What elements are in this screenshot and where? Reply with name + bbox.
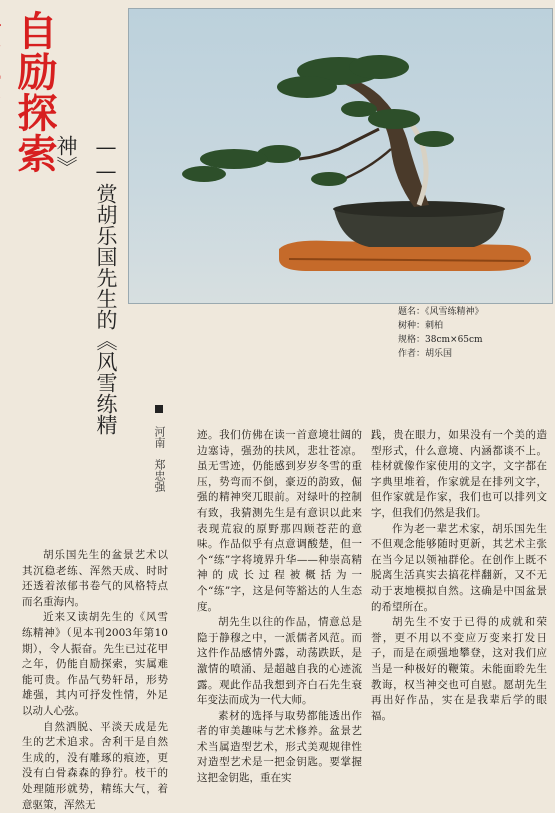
paragraph: 胡先生不安于已得的成就和荣誉，更不用以不变应万变来打发日子，而是在顽强地攀登，这对我们应当是一种极好的鞭策。未能面聆先生教诲，权当神交也可自慰。愿胡先生再出好作品，实在是我辈后学的眼福。	[371, 616, 547, 722]
photo-caption	[398, 305, 548, 361]
title-line-2	[0, 10, 1, 174]
paragraph: 自然洒脱、平淡天成是先生的艺术追求。舍利干是自然生成的，没有雕琢的痕迹，更没有白骨森森的狰狞。枝干的处理随形就势，精练大气，着意驱策，浑然无	[22, 720, 168, 811]
square-bullet-icon	[155, 405, 163, 413]
paragraph: 迹。我们仿佛在读一首意境壮阔的边塞诗，强劲的扶风，悲壮苍凉。虽无雪迹，仍能感到岁岁冬雪的重压，势弯而不倒，豪迈的韵致，倔强的精神突兀眼前。对绿叶的控制有致，我猜测先生是有意识以此来表现荒寂的原野那四顾苍茫的意味。作品似乎有点意调酸楚，但一个“练”字将境界升华——种崇高精神的成长过程被概括为一个“练”字，这是何等豁达的人生态度。	[197, 429, 362, 613]
caption-title: 题名：《风雪练精神》	[398, 307, 484, 317]
text-column-middle	[197, 428, 362, 787]
bonsai-illustration	[129, 9, 552, 303]
title-line-1: 自励探索	[11, 10, 57, 174]
article-title	[6, 10, 62, 405]
paragraph: 践，贵在眼力，如果没有一个美的造型形式，什么意境、内涵都谈不上。桂材就像作家使用的文字，文字都在字典里堆着，作家就是在排列文字，但作家就是作家，我们也可以排列文字，但我们仍然是我们。	[371, 429, 547, 519]
caption-tree: 树种：刺柏	[398, 321, 444, 331]
article-author	[136, 405, 166, 525]
text-column-right	[371, 428, 547, 724]
paragraph: 胡先生以往的作品，情意总是隐于静穆之中，一派儒者风范。而这件作品感情外露，动荡跌跃，是激情的喷涌、是超越自我的心迹流露。观此作品我想到齐白石先生衰年变法而成为一代大师。	[197, 616, 362, 707]
article-subtitle: ——赏胡乐国先生的《风雪练精神》	[54, 135, 118, 435]
caption-author: 作者：胡乐国	[398, 349, 453, 359]
paragraph: 近来又读胡先生的《风雪练精神》（见本刊2003年第10期），令人振奋。先生已过花甲之年，仍能自励探索，实属难能可贵。作品气势轩昂，形势雄强，其内可抒发性情，外足以动人心弦。	[22, 611, 168, 717]
paragraph: 素材的选择与取势都能透出作者的审美趣味与艺术修养。盆景艺术当属造型艺术，形式美观规律性对造型艺术是一把金钥匙。要掌握这把金钥匙，重在实	[197, 709, 362, 785]
caption-size: 规格：38cm×65cm	[398, 335, 483, 345]
author-text: 河南 郑忠强	[153, 426, 166, 492]
bonsai-photo	[128, 8, 553, 304]
text-column-left	[22, 548, 168, 813]
paragraph: 作为老一辈艺术家，胡乐国先生不但观念能够随时更新，其艺术主张在当今足以领袖群伦。在创作上既不脱离生活真实去搞花样翻新，又不无动于衷地模拟自然。这确是中国盆景的希望所在。	[371, 522, 547, 613]
paragraph: 胡乐国先生的盆景艺术以其沉稳老练、浑然天成、时时还透着浓郁书卷气的风格特点而名重海内。	[22, 549, 168, 608]
bonsai-trunk	[329, 75, 429, 207]
